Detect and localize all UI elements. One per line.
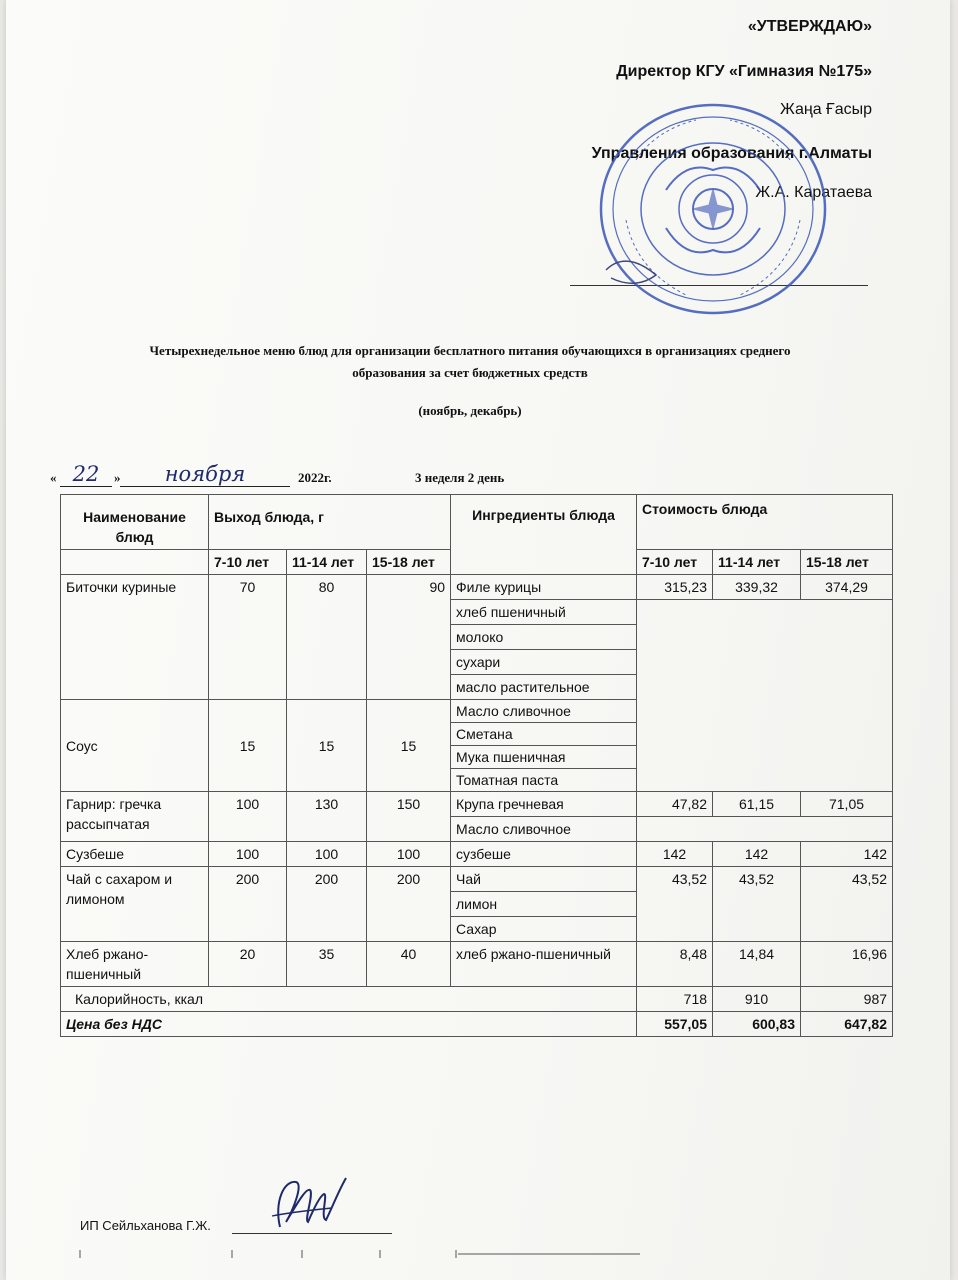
cost-merged-empty [637, 817, 893, 842]
cost-7-10: 8,48 [637, 942, 713, 987]
yield-11-14: 130 [287, 792, 367, 842]
approval-director: Директор КГУ «Гимназия №175» [616, 63, 872, 80]
price-11-14: 600,83 [713, 1012, 801, 1037]
cost-11-14: 43,52 [713, 867, 801, 942]
dish-name: Сузбеше [61, 842, 209, 867]
price-7-10: 557,05 [637, 1012, 713, 1037]
yield-11-14: 200 [287, 867, 367, 942]
dish-name: Соус [61, 700, 209, 792]
cost-11-14: 142 [713, 842, 801, 867]
ingredient: сузбеше [451, 842, 637, 867]
yield-7-10: 15 [209, 700, 287, 792]
cost-11-14: 339,32 [713, 575, 801, 600]
ingredient: Чай [451, 867, 637, 892]
calories-row [61, 987, 893, 1012]
calories-15-18: 987 [801, 987, 893, 1012]
header-cost: Стоимость блюда [637, 495, 893, 550]
header-name-empty [61, 550, 209, 575]
cost-15-18: 374,29 [801, 575, 893, 600]
header-age-7-10: 7-10 лет [209, 550, 287, 575]
yield-15-18: 15 [367, 700, 451, 792]
ingredient: Крупа гречневая [451, 792, 637, 817]
header-name: Наименование блюд [61, 495, 209, 550]
yield-11-14: 80 [287, 575, 367, 700]
table-header-row [61, 495, 893, 550]
header-age-11-14: 11-14 лет [287, 550, 367, 575]
ingredient: Масло сливочное [451, 700, 637, 723]
yield-7-10: 100 [209, 792, 287, 842]
official-stamp-seal [596, 100, 830, 318]
ingredient: Филе курицы [451, 575, 637, 600]
ingredient: сухари [451, 650, 637, 675]
ingredient: Масло сливочное [451, 817, 637, 842]
yield-15-18: 90 [367, 575, 451, 700]
ingredient: хлеб пшеничный [451, 600, 637, 625]
ingredient: лимон [451, 892, 637, 917]
yield-15-18: 40 [367, 942, 451, 987]
cost-7-10: 142 [637, 842, 713, 867]
cost-15-18: 16,96 [801, 942, 893, 987]
approval-heading: «УТВЕРЖДАЮ» [747, 18, 872, 35]
ingredient: масло растительное [451, 675, 637, 700]
price-15-18: 647,82 [801, 1012, 893, 1037]
date-line [50, 462, 650, 492]
yield-7-10: 100 [209, 842, 287, 867]
dish-name: Биточки куриные [61, 575, 209, 700]
cost-11-14: 14,84 [713, 942, 801, 987]
calories-7-10: 718 [637, 987, 713, 1012]
yield-7-10: 20 [209, 942, 287, 987]
menu-title-line2: образования за счет бюджетных средств [352, 365, 588, 380]
table-row [61, 575, 893, 600]
ingredient: Сметана [451, 723, 637, 746]
yield-11-14: 15 [287, 700, 367, 792]
header-cost-15-18: 15-18 лет [801, 550, 893, 575]
ingredient: молоко [451, 625, 637, 650]
header-yield: Выход блюда, г [209, 495, 451, 550]
cost-7-10: 47,82 [637, 792, 713, 817]
header-cost-11-14: 11-14 лет [713, 550, 801, 575]
cost-15-18: 142 [801, 842, 893, 867]
date-day-handwritten: 22 [60, 462, 112, 487]
menu-table [60, 494, 893, 1037]
menu-period: (ноябрь, декабрь) [418, 403, 522, 418]
cost-15-18: 43,52 [801, 867, 893, 942]
cost-7-10: 315,23 [637, 575, 713, 600]
date-month-handwritten: ноября [120, 462, 290, 487]
date-close-quote: » [114, 470, 121, 485]
yield-15-18: 200 [367, 867, 451, 942]
calories-label: Калорийность, ккал [61, 987, 637, 1012]
cost-11-14: 61,15 [713, 792, 801, 817]
footer-signer: ИП Сейльханова Г.Ж. [80, 1218, 211, 1233]
yield-11-14: 35 [287, 942, 367, 987]
bottom-edge-marks [0, 1240, 958, 1260]
table-row [61, 942, 893, 987]
yield-7-10: 200 [209, 867, 287, 942]
table-row [61, 792, 893, 817]
dish-name: Чай с сахаром и лимоном [61, 867, 209, 942]
price-label: Цена без НДС [61, 1012, 637, 1037]
yield-7-10: 70 [209, 575, 287, 700]
date-year: 2022г. [298, 470, 332, 485]
approval-signer-name: Ж.А. Каратаева [755, 184, 872, 201]
approval-department: Управления образования г.Алматы [591, 145, 872, 162]
table-row [61, 867, 893, 892]
date-open-quote: « [50, 470, 57, 485]
header-age-15-18: 15-18 лет [367, 550, 451, 575]
yield-11-14: 100 [287, 842, 367, 867]
handwritten-signature [262, 1172, 352, 1234]
price-row [61, 1012, 893, 1037]
ingredient: Томатная паста [451, 769, 637, 792]
dish-name: Гарнир: гречка рассыпчатая [61, 792, 209, 842]
yield-15-18: 150 [367, 792, 451, 842]
header-ingredients: Ингредиенты блюда [451, 495, 637, 575]
approval-school-name: Жаңа Ғасыр [780, 101, 872, 118]
ingredient: Мука пшеничная [451, 746, 637, 769]
calories-11-14: 910 [713, 987, 801, 1012]
table-row [61, 842, 893, 867]
cost-merged-empty [637, 600, 893, 792]
cost-15-18: 71,05 [801, 792, 893, 817]
dish-name: Хлеб ржано-пшеничный [61, 942, 209, 987]
ingredient: хлеб ржано-пшеничный [451, 942, 637, 987]
yield-15-18: 100 [367, 842, 451, 867]
ingredient: Сахар [451, 917, 637, 942]
menu-title-line1: Четырехнедельное меню блюд для организации бесплатного питания обучающихся в организациях среднего [149, 343, 791, 358]
cost-7-10: 43,52 [637, 867, 713, 942]
week-day-label: 3 неделя 2 день [415, 470, 505, 485]
header-cost-7-10: 7-10 лет [637, 550, 713, 575]
